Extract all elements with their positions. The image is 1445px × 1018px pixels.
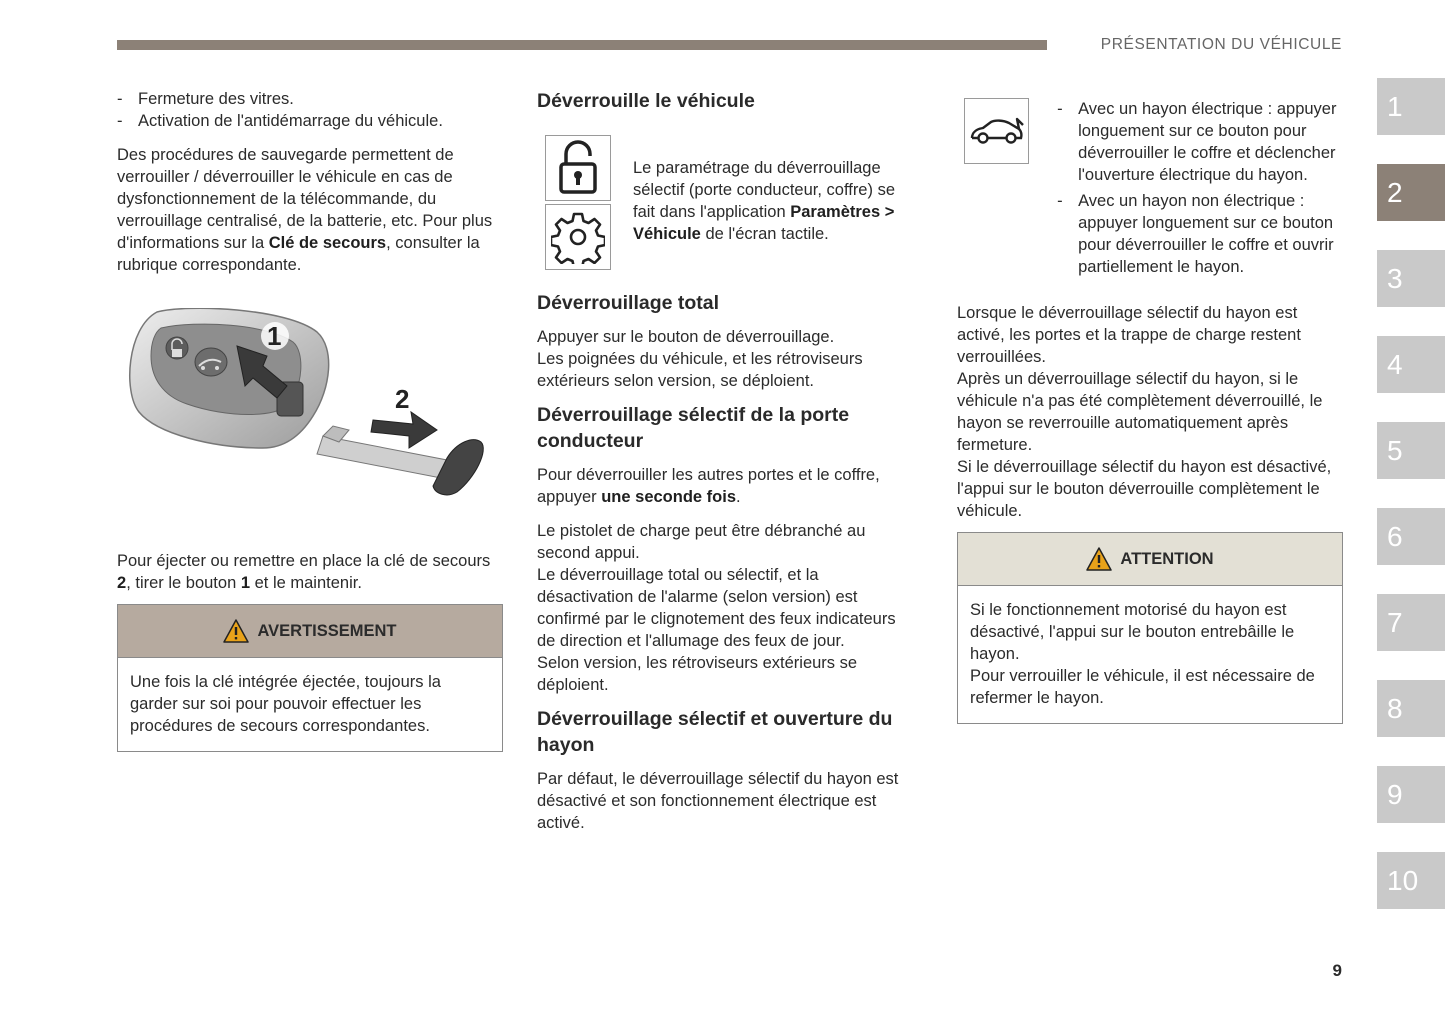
- warning-triangle-icon: [1086, 547, 1112, 571]
- settings-gear-icon: [545, 204, 611, 270]
- key-fob-illustration: [117, 308, 503, 526]
- paragraph: Après un déverrouillage sélectif du hayon, si le véhicule n'a pas été complètement déverrouillé, le hayon se reverrouille automatiquement après fermeture.: [957, 370, 1323, 454]
- tailgate-button-icon: [964, 98, 1029, 164]
- tab-chapter-4[interactable]: 4: [1377, 336, 1445, 393]
- driver-unlock-text: Pour déverrouiller les autres portes et le coffre, appuyer une seconde fois.: [537, 466, 880, 506]
- paragraph: Si le déverrouillage sélectif du hayon est désactivé, l'appui sur le bouton déverrouille complètement le véhicule.: [957, 458, 1332, 520]
- section-title: PRÉSENTATION DU VÉHICULE: [1100, 36, 1342, 53]
- key-illustration: [117, 308, 503, 526]
- bullet-list: [117, 88, 503, 132]
- paragraph: Lorsque le déverrouillage sélectif du hayon est activé, les portes et la trappe de charge restent verrouillées.: [957, 304, 1301, 366]
- list-item: - Avec un hayon non électrique : appuyer longuement sur ce bouton pour déverrouiller le coffre et ouvrir partiellement le hayon.: [1057, 190, 1343, 278]
- warning-triangle-icon: [223, 619, 249, 643]
- backup-paragraph: Des procédures de sauvegarde permettent de verrouiller / déverrouiller le véhicule en cas de dysfonctionnement de la télécommande, du verrouillage centralisé, de la batterie, etc. Pour plus d'informations sur la Clé de secours, consulter la rubrique correspondante.: [117, 146, 493, 274]
- eject-key-paragraph: Pour éjecter ou remettre en place la clé de secours 2, tirer le bouton 1 et le maintenir.: [117, 552, 491, 592]
- column-2: [537, 88, 913, 834]
- warning-header: [118, 605, 502, 658]
- unlock-settings-text: Le paramétrage du déverrouillage sélectif (porte conducteur, coffre) se fait dans l'application Paramètres > Véhicule de l'écran tactile.: [633, 159, 895, 243]
- tab-chapter-2[interactable]: 2: [1377, 164, 1445, 221]
- total-unlock-text: Les poignées du véhicule, et les rétroviseurs extérieurs selon version, se déploient.: [537, 350, 863, 390]
- tab-chapter-1[interactable]: 1: [1377, 78, 1445, 135]
- tab-chapter-6[interactable]: 6: [1377, 508, 1445, 565]
- selective-unlock-paragraphs: [957, 302, 1343, 522]
- tab-chapter-10[interactable]: 10: [1377, 852, 1445, 909]
- unlock-padlock-icon: [545, 135, 611, 201]
- tailgate-bullet-list: [1057, 98, 1343, 278]
- tab-chapter-3[interactable]: 3: [1377, 250, 1445, 307]
- list-item: - Fermeture des vitres.: [117, 88, 503, 110]
- attention-title: ATTENTION: [1120, 550, 1214, 568]
- list-item: - Avec un hayon électrique : appuyer longuement sur ce bouton pour déverrouiller le coffre et déclencher l'ouverture électrique du hayon.: [1057, 98, 1343, 186]
- attention-box: [957, 532, 1343, 724]
- attention-text: Si le fonctionnement motorisé du hayon est désactivé, l'appui sur le bouton entrebâille le hayon. Pour verrouiller le véhicule, il est nécessaire de refermer le hayon.: [970, 601, 1315, 707]
- heading-driver-door-unlock: Déverrouillage sélectif de la porte conducteur: [537, 404, 850, 452]
- total-unlock-text: Appuyer sur le bouton de déverrouillage.: [537, 328, 835, 346]
- warning-title: AVERTISSEMENT: [257, 622, 397, 640]
- heading-tailgate-unlock: Déverrouillage sélectif et ouverture du hayon: [537, 708, 893, 756]
- attention-header: [958, 533, 1342, 586]
- callout-2: 2: [395, 384, 410, 414]
- confirmation-text: Le déverrouillage total ou sélectif, et la désactivation de l'alarme (selon version) est confirmé par le clignotement des feux indicateurs de direction et l'allumage des feux de jour.: [537, 566, 896, 650]
- mirrors-text: Selon version, les rétroviseurs extérieurs se déploient.: [537, 654, 858, 694]
- charge-gun-text: Le pistolet de charge peut être débranché au second appui.: [537, 522, 866, 562]
- callout-1: 1: [267, 321, 282, 351]
- heading-unlock-vehicle: Déverrouille le véhicule: [537, 90, 755, 112]
- column-1: [117, 88, 503, 752]
- tab-chapter-8[interactable]: 8: [1377, 680, 1445, 737]
- header-bar: [117, 40, 1047, 50]
- tab-chapter-5[interactable]: 5: [1377, 422, 1445, 479]
- tailgate-default-text: Par défaut, le déverrouillage sélectif du hayon est désactivé et son fonctionnement électrique est activé.: [537, 770, 899, 832]
- column-3: [957, 88, 1343, 724]
- tab-chapter-7[interactable]: 7: [1377, 594, 1445, 651]
- page-number: 9: [1332, 961, 1342, 980]
- list-item: - Activation de l'antidémarrage du véhicule.: [117, 110, 503, 132]
- tab-chapter-9[interactable]: 9: [1377, 766, 1445, 823]
- warning-box: [117, 604, 503, 752]
- heading-total-unlock: Déverrouillage total: [537, 292, 720, 314]
- warning-text: Une fois la clé intégrée éjectée, toujours la garder sur soi pour pouvoir effectuer les procédures de secours correspondantes.: [130, 673, 441, 735]
